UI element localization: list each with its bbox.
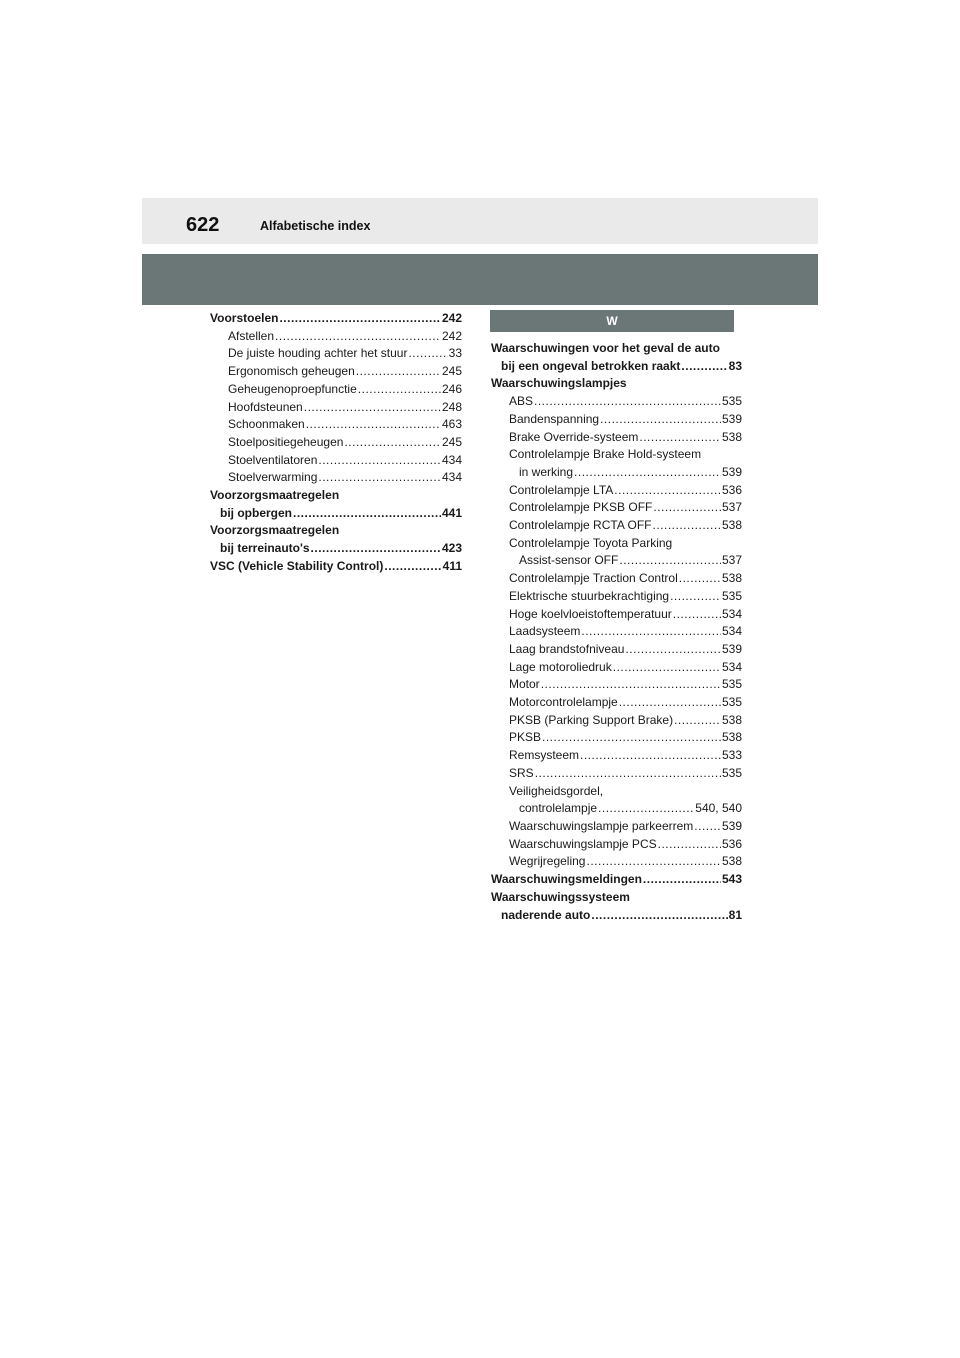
index-subentry[interactable]: Bandenspanning ..... 539 <box>491 411 742 429</box>
index-subentry[interactable]: Afstellen ..... 242 <box>210 328 462 346</box>
index-entry[interactable]: Waarschuwingsmeldingen ..... 543 <box>491 871 742 889</box>
index-subentry[interactable]: Waarschuwingslampje parkeerrem ..... 539 <box>491 818 742 836</box>
index-subentry[interactable]: Lage motoroliedruk ..... 534 <box>491 659 742 677</box>
index-entry-heading: Voorzorgsmaatregelen <box>210 488 340 503</box>
index-subentry[interactable]: Controlelampje LTA ..... 536 <box>491 482 742 500</box>
index-subentry[interactable]: Hoofdsteunen ..... 248 <box>210 399 462 417</box>
index-subentry[interactable]: Controlelampje PKSB OFF ..... 537 <box>491 499 742 517</box>
index-subentry[interactable]: De juiste houding achter het stuur ..... 33 <box>210 345 462 363</box>
index-subentry[interactable]: PKSB ..... 538 <box>491 729 742 747</box>
index-subentry[interactable]: Laag brandstofniveau ..... 539 <box>491 641 742 659</box>
index-entry-heading: Waarschuwingslampjes <box>491 376 627 391</box>
index-subentry[interactable]: Stoelventilatoren ..... 434 <box>210 452 462 470</box>
index-subentry-heading: Controlelampje Toyota Parking <box>509 535 673 550</box>
index-subentry[interactable]: Stoelpositiegeheugen ..... 245 <box>210 434 462 452</box>
index-entry-heading: Voorzorgsmaatregelen <box>210 523 340 538</box>
index-column-right <box>491 310 742 924</box>
index-entry[interactable]: bij opbergen ..... 441 <box>210 505 462 523</box>
page-number: 622 <box>186 214 220 236</box>
index-entry[interactable]: VSC (Vehicle Stability Control) ..... 411 <box>210 558 462 576</box>
index-subentry[interactable]: Wegrijregeling ..... 538 <box>491 853 742 871</box>
index-entry[interactable]: naderende auto ..... 81 <box>491 907 742 925</box>
index-column-left <box>210 310 462 576</box>
index-subentry[interactable]: Motorcontrolelampje ..... 535 <box>491 694 742 712</box>
index-entry[interactable]: bij terreinauto's ..... 423 <box>210 540 462 558</box>
index-subentry[interactable]: ABS ..... 535 <box>491 393 742 411</box>
index-subentry[interactable]: Elektrische stuurbekrachtiging ..... 535 <box>491 588 742 606</box>
index-subentry[interactable]: SRS ..... 535 <box>491 765 742 783</box>
decorative-band <box>142 254 818 305</box>
index-subentry-heading: Controlelampje Brake Hold-systeem <box>509 447 702 462</box>
index-subentry[interactable]: Waarschuwingslampje PCS ..... 536 <box>491 836 742 854</box>
index-subentry[interactable]: Controlelampje RCTA OFF ..... 538 <box>491 517 742 535</box>
index-subentry[interactable]: Laadsysteem ..... 534 <box>491 623 742 641</box>
index-subentry[interactable]: in werking ..... 539 <box>491 464 742 482</box>
index-entry[interactable]: bij een ongeval betrokken raakt ..... 83 <box>491 358 742 376</box>
index-subentry[interactable]: Motor ..... 535 <box>491 676 742 694</box>
index-subentry[interactable]: Ergonomisch geheugen ..... 245 <box>210 363 462 381</box>
index-subentry[interactable]: controlelampje ..... 540, 540 <box>491 800 742 818</box>
index-entry-heading: Waarschuwingssysteem <box>491 889 630 904</box>
index-entry[interactable]: Voorstoelen ..... 242 <box>210 310 462 328</box>
index-subentry[interactable]: Assist-sensor OFF ..... 537 <box>491 552 742 570</box>
index-entry-heading: Waarschuwingen voor het geval de auto <box>491 341 720 355</box>
index-subentry[interactable]: Remsysteem ..... 533 <box>491 747 742 765</box>
index-subentry[interactable]: Controlelampje Traction Control ..... 538 <box>491 570 742 588</box>
index-subentry[interactable]: Schoonmaken ..... 463 <box>210 416 462 434</box>
index-subentry[interactable]: Brake Override-systeem ..... 538 <box>491 429 742 447</box>
index-subentry[interactable]: PKSB (Parking Support Brake) ..... 538 <box>491 712 742 730</box>
index-subentry-heading: Veiligheidsgordel, <box>509 783 604 798</box>
section-letter-header: W <box>490 310 734 332</box>
index-subentry[interactable]: Hoge koelvloeistoftemperatuur ..... 534 <box>491 606 742 624</box>
index-subentry[interactable]: Geheugenoproepfunctie ..... 246 <box>210 381 462 399</box>
header-bar <box>142 198 818 244</box>
page-title: Alfabetische index <box>260 219 371 233</box>
index-subentry[interactable]: Stoelverwarming ..... 434 <box>210 469 462 487</box>
